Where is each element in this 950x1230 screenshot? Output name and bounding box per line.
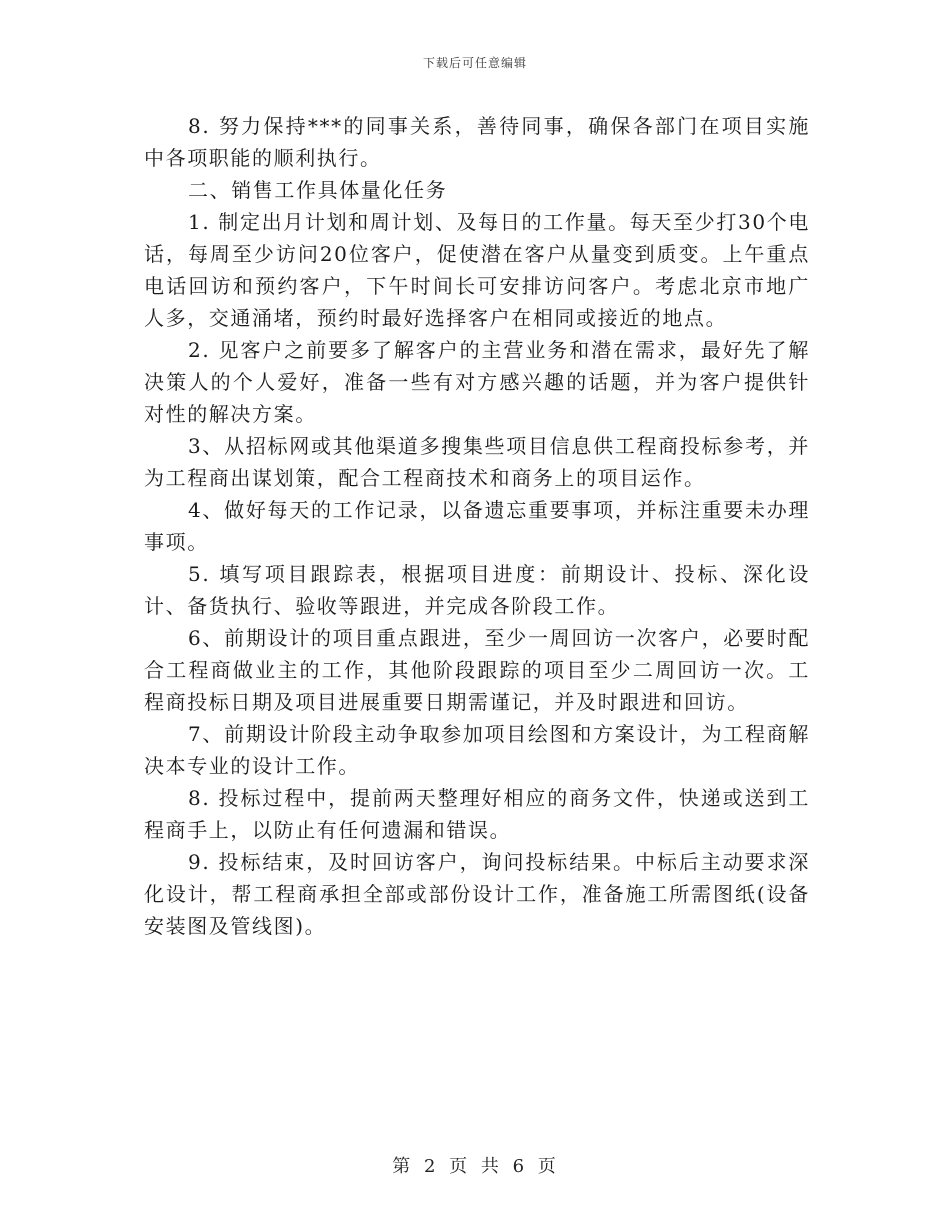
paragraph: 7、前期设计阶段主动争取参加项目绘图和方案设计，为工程商解决本专业的设计工作。 [144,722,810,778]
paragraph: 2. 见客户之前要多了解客户的主营业务和潜在需求，最好先了解决策人的个人爱好，准备一些有对方感兴趣的话题，并为客户提供针对性的解决方案。 [144,338,810,426]
paragraph: 8. 努力保持***的同事关系，善待同事，确保各部门在项目实施中各项职能的顺利执行。 [144,114,810,170]
page-number: 第 2 页 共 6 页 [392,1156,558,1177]
section-heading: 二、销售工作具体量化任务 [188,178,448,202]
paragraph: 4、做好每天的工作记录，以备遗忘重要事项，并标注重要未办理事项。 [144,498,810,554]
paragraph: 6、前期设计的项目重点跟进，至少一周回访一次客户，必要时配合工程商做业主的工作，其他阶段跟踪的项目至少二周回访一次。工程商投标日期及项目进展重要日期需谨记，并及时跟进和回访。 [144,626,810,714]
document-body [144,110,810,942]
paragraph: 5. 填写项目跟踪表，根据项目进度：前期设计、投标、深化设计、备货执行、验收等跟进，并完成各阶段工作。 [144,562,810,618]
paragraph: 9. 投标结束，及时回访客户，询问投标结果。中标后主动要求深化设计，帮工程商承担全部或部份设计工作，准备施工所需图纸(设备安装图及管线图)。 [144,850,810,938]
paragraph: 1. 制定出月计划和周计划、及每日的工作量。每天至少打30个电话，每周至少访问20位客户，促使潜在客户从量变到质变。上午重点电话回访和预约客户，下午时间长可安排访问客户。考虑北京市地广人多，交通涌堵，预约时最好选择客户在相同或接近的地点。 [144,210,810,330]
paragraph: 3、从招标网或其他渠道多搜集些项目信息供工程商投标参考，并为工程商出谋划策，配合工程商技术和商务上的项目运作。 [144,434,810,490]
paragraph: 8. 投标过程中，提前两天整理好相应的商务文件，快递或送到工程商手上，以防止有任何遗漏和错误。 [144,786,810,842]
header-note: 下载后可任意编辑 [422,56,527,70]
